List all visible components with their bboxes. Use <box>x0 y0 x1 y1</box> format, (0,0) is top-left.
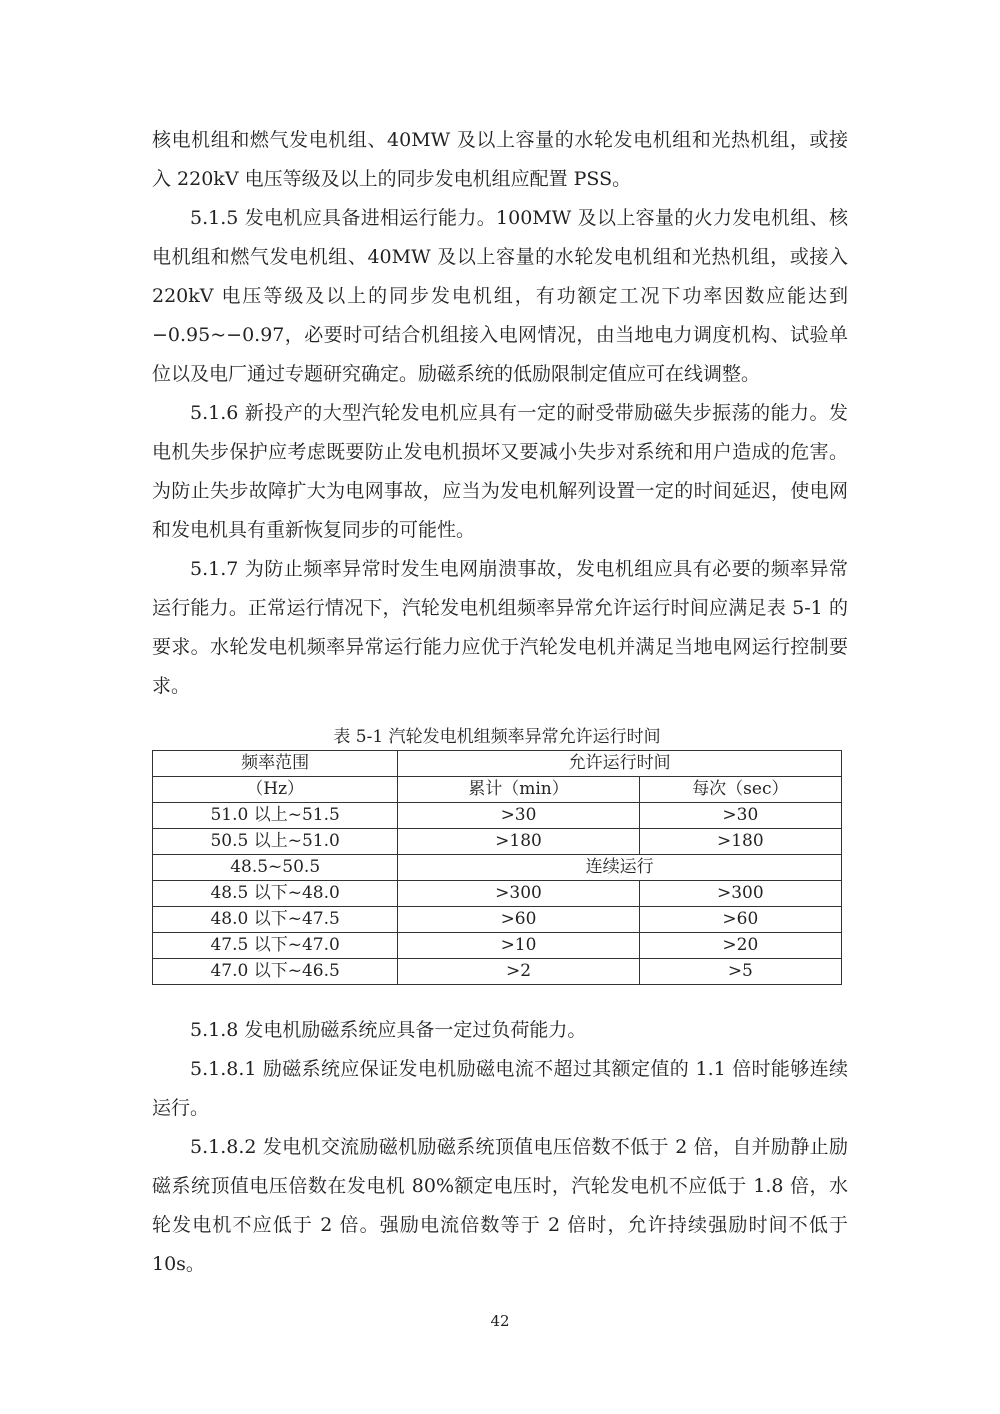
table-row <box>153 907 842 933</box>
paragraph-5-1-8: 5.1.8 发电机励磁系统应具备一定过负荷能力。 <box>190 1019 587 1041</box>
cell-each: >180 <box>639 829 841 855</box>
table-header-row <box>153 777 842 803</box>
cell-range: 47.0 以下~46.5 <box>153 959 398 985</box>
cell-range: 48.5 以下~48.0 <box>153 881 398 907</box>
cell-each: >300 <box>639 881 841 907</box>
table-row <box>153 803 842 829</box>
table-caption: 表 5-1 汽轮发电机组频率异常允许运行时间 <box>333 727 661 747</box>
paragraph-5-1-8-2: 5.1.8.2 发电机交流励磁机励磁系统顶值电压倍数不低于 2 倍，自并励静止励磁系统顶值电压倍数在发电机 80%额定电压时，汽轮发电机不应低于 1.8 倍，水轮发电机不应低于 2 倍。强励电流倍数等于 2 倍时，允许持续强励时间不低于 10s。 <box>152 1136 848 1275</box>
header-each: 每次（sec） <box>639 777 841 803</box>
header-allowed-time: 允许运行时间 <box>398 751 842 777</box>
table-row <box>153 933 842 959</box>
paragraph-5-1-6: 5.1.6 新投产的大型汽轮发电机应具有一定的耐受带励磁失步振荡的能力。发电机失步保护应考虑既要防止发电机损坏又要减小失步对系统和用户造成的危害。为防止失步故障扩大为电网事故，应当为发电机解列设置一定的时间延迟，使电网和发电机具有重新恢复同步的可能性。 <box>152 402 848 541</box>
cell-range: 48.5~50.5 <box>153 855 398 881</box>
cell-range: 48.0 以下~47.5 <box>153 907 398 933</box>
table-header-row <box>153 751 842 777</box>
cell-cumulative: >2 <box>398 959 639 985</box>
header-freq-line2: （Hz） <box>153 777 398 803</box>
cell-each: >30 <box>639 803 841 829</box>
table-row <box>153 829 842 855</box>
paragraph-5-1-8-1: 5.1.8.1 励磁系统应保证发电机励磁电流不超过其额定值的 1.1 倍时能够连续运行。 <box>152 1058 848 1119</box>
cell-range: 50.5 以上~51.0 <box>153 829 398 855</box>
cell-each: >20 <box>639 933 841 959</box>
cell-continuous: 连续运行 <box>398 855 842 881</box>
table-row <box>153 959 842 985</box>
paragraph-pss-config: 核电机组和燃气发电机组、40MW 及以上容量的水轮发电机组和光热机组，或接入 220kV 电压等级及以上的同步发电机组应配置 PSS。 <box>152 129 848 190</box>
paragraph-5-1-7: 5.1.7 为防止频率异常时发生电网崩溃事故，发电机组应具有必要的频率异常运行能力。正常运行情况下，汽轮发电机组频率异常允许运行时间应满足表 5-1 的要求。水轮发电机频率异常运行能力应优于汽轮发电机并满足当地电网运行控制要求。 <box>152 558 848 697</box>
header-freq-line1: 频率范围 <box>153 751 398 777</box>
cell-cumulative: >10 <box>398 933 639 959</box>
cell-each: >60 <box>639 907 841 933</box>
table-row <box>153 881 842 907</box>
cell-cumulative: >60 <box>398 907 639 933</box>
header-cumulative: 累计（min） <box>398 777 639 803</box>
paragraph-5-1-5: 5.1.5 发电机应具备进相运行能力。100MW 及以上容量的火力发电机组、核电机组和燃气发电机组、40MW 及以上容量的水轮发电机组和光热机组，或接入 220kV 电压等级及以上的同步发电机组，有功额定工况下功率因数应能达到 −0.95~−0.97，必要时可结合机组接入电网情况，由当地电力调度机构、试验单位以及电厂通过专题研究确定。励磁系统的低励限制定值应可在线调整。 <box>152 207 848 385</box>
page-number: 42 <box>490 1312 510 1330</box>
cell-cumulative: >300 <box>398 881 639 907</box>
cell-cumulative: >30 <box>398 803 639 829</box>
cell-each: >5 <box>639 959 841 985</box>
cell-range: 47.5 以下~47.0 <box>153 933 398 959</box>
frequency-table <box>152 750 842 985</box>
cell-range: 51.0 以上~51.5 <box>153 803 398 829</box>
cell-cumulative: >180 <box>398 829 639 855</box>
table-row <box>153 855 842 881</box>
